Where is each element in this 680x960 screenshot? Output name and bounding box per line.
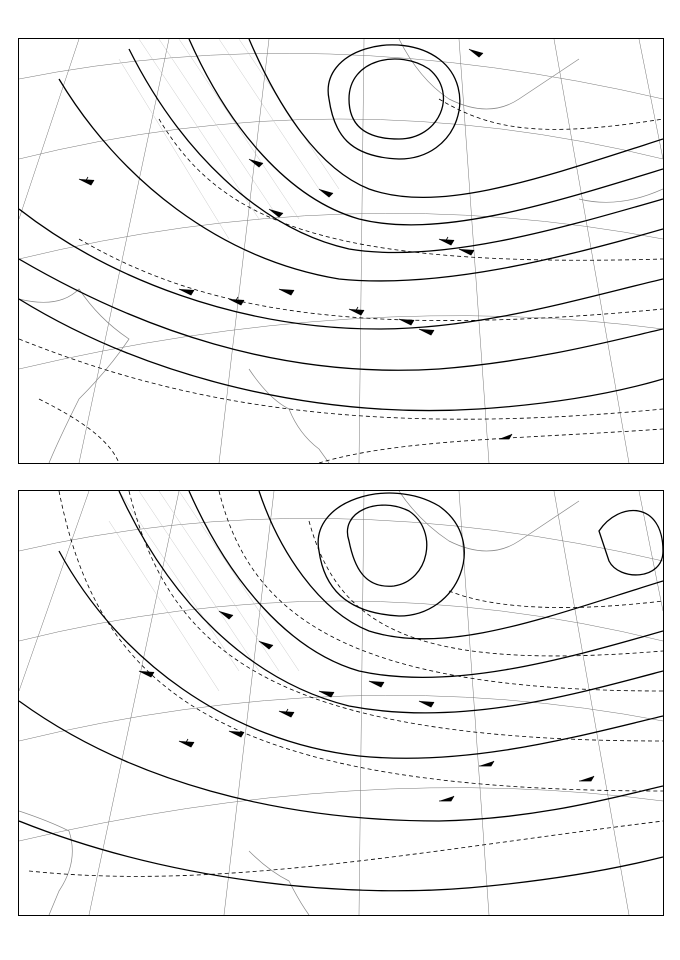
height-contours: [19, 39, 663, 411]
wind-barbs: [139, 611, 594, 801]
isotherms: [29, 491, 663, 876]
map-canvas-500hpa: [19, 491, 663, 915]
height-contours: [19, 491, 663, 891]
map-canvas-300hpa: [19, 39, 663, 463]
graticule: [19, 491, 663, 915]
isotherms: [19, 99, 663, 463]
wind-barbs: [79, 49, 512, 439]
coastline: [19, 491, 579, 915]
map-panel-300hpa: [18, 38, 664, 464]
map-panel-500hpa: [18, 490, 664, 916]
